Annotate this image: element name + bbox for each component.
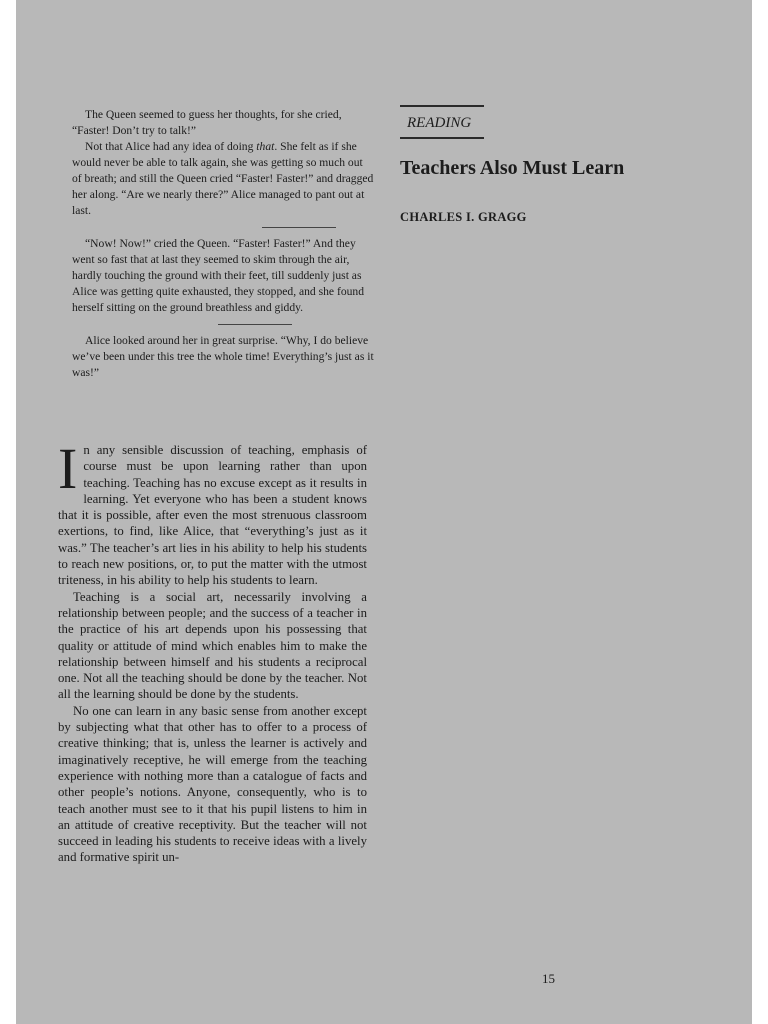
section-label: READING — [407, 115, 472, 131]
drop-cap: I — [58, 436, 78, 501]
epigraph-paragraph-3: “Now! Now!” cried the Queen. “Faster! Faster!” And they went so fast that at last they seemed to skim through the air, hardly touching the ground with their feet, till suddenly just as Alice was getting quite exhausted, they stopped, and she found herself sitting on the ground breathless and giddy. — [72, 237, 365, 314]
epigraph-paragraph-2 — [72, 139, 374, 219]
section-divider — [218, 324, 292, 325]
body-paragraph-3: No one can learn in any basic sense from another except by subjecting what that other has to offer to a process of creative thinking; that is, unless the learner is actively and imaginatively receptive, he will emerge from the teaching experience with nothing more than a catalogue of facts and other people’s notions. Anyone, consequently, who is to teach another must see to it that his pupil listens to him in an attitude of creative receptivity. But the teacher will not succeed in leading his students to receive ideas with a lively and formative spirit un- — [58, 703, 367, 865]
section-divider — [262, 227, 336, 228]
book-page — [16, 0, 752, 1024]
article-title: Teachers Also Must Learn — [400, 157, 625, 179]
body-paragraph-1-text: n any sensible discussion of teaching, emphasis of course must be upon learning rather than upon teaching. Teaching has no excuse except as it results in learning. Yet everyone who has been a student knows that it is possible, after even the most strenuous classroom exertions, to find, like Alice, that “everything’s just as it was.” The teacher’s art lies in his ability to help his students to reach new positions, or, to put the matter with the utmost triteness, in his ability to help his students to learn. — [58, 443, 367, 588]
article-header — [400, 105, 700, 225]
epigraph-paragraph-2-end: . She felt as if she would never be able to talk again, she was getting so much out of breath; and still the Queen cried “Faster! Faster!” and dragged her along. “Are we nearly there?” Alice managed to pant out at last. — [72, 140, 374, 217]
page-number: 15 — [542, 971, 555, 986]
epigraph-paragraph-4: Alice looked around her in great surprise. “Why, I do believe we’ve been under this tree the whole time! Everything’s just as it was!” — [72, 334, 374, 379]
epigraph-emphasis: that — [256, 140, 275, 153]
header-rule-bottom — [400, 137, 484, 139]
article-body — [58, 436, 367, 866]
author-byline: CHARLES I. GRAGG — [400, 210, 527, 224]
epigraph-paragraph-2-start: Not that Alice had any idea of doing — [85, 140, 257, 153]
epigraph-paragraph-1: The Queen seemed to guess her thoughts, for she cried, “Faster! Don’t try to talk!” — [72, 108, 342, 137]
body-paragraph-1 — [58, 436, 367, 589]
body-paragraph-2: Teaching is a social art, necessarily involving a relationship between people; and the success of a teacher in the practice of his art depends upon his possessing that quality or attitude of mind which enables him to make the relationship between himself and his students a reciprocal one. Not all the teaching should be done by the teacher. Not all the learning should be done by the students. — [58, 589, 367, 702]
epigraph-excerpt — [72, 107, 374, 381]
